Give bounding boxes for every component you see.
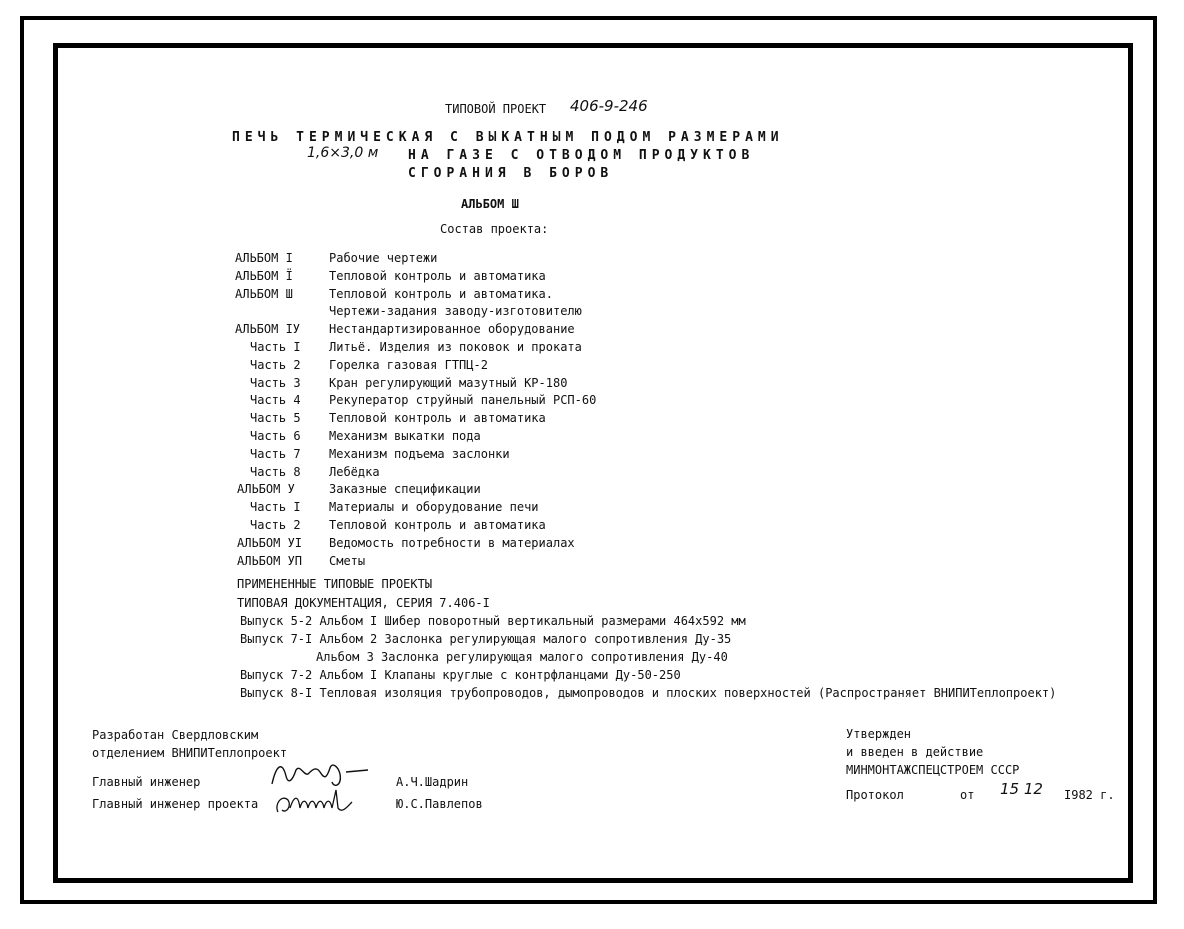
protocol-year: I982 г.: [1064, 788, 1115, 802]
contents-label: Часть 7: [250, 447, 301, 461]
applied-line: Выпуск 7-2 Альбом I Клапаны круглые с контрфланцами Ду-50-250: [240, 668, 681, 682]
contents-label: Часть 2: [250, 518, 301, 532]
applied-heading: ПРИМЕНЕННЫЕ ТИПОВЫЕ ПРОЕКТЫ: [237, 577, 433, 591]
contents-text: Тепловой контроль и автоматика.: [329, 287, 553, 301]
contents-text: Чертежи-задания заводу-изготовителю: [329, 304, 582, 318]
contents-label: Часть 8: [250, 465, 301, 479]
contents-text: Материалы и оборудование печи: [329, 500, 539, 514]
contents-label: Часть 2: [250, 358, 301, 372]
title-line-3: СГОРАНИЯ В БОРОВ: [408, 166, 614, 181]
contents-label: АЛЬБОМ Ш: [235, 287, 293, 301]
protocol-date: 15 12: [1000, 780, 1043, 798]
contents-text: Кран регулирующий мазутный КР-180: [329, 376, 568, 390]
contents-text: Сметы: [329, 554, 366, 568]
contents-label: Часть 5: [250, 411, 301, 425]
chief-project-engineer-signature: [272, 786, 362, 820]
contents-label: АЛЬБОМ У: [237, 482, 295, 496]
title-line-1: ПЕЧЬ ТЕРМИЧЕСКАЯ С ВЫКАТНЫМ ПОДОМ РАЗМЕРАМИ: [232, 130, 784, 145]
contents-text: Литьё. Изделия из поковок и проката: [329, 340, 582, 354]
from-label: от: [960, 788, 975, 802]
contents-text: Механизм подъема заслонки: [329, 447, 510, 461]
developed-by-line-1: Разработан Свердловским: [92, 728, 259, 742]
contents-text: Нестандартизированное оборудование: [329, 322, 575, 336]
contents-label: Часть I: [250, 500, 301, 514]
contents-text: Заказные спецификации: [329, 482, 481, 496]
applied-line: Альбом 3 Заслонка регулирующая малого сопротивления Ду-40: [316, 650, 728, 664]
developed-by-line-2: отделением ВНИПИТеплопроект: [92, 746, 288, 760]
chief-engineer-name: А.Ч.Шадрин: [396, 775, 469, 789]
title-size: 1,6×3,0 м: [307, 145, 379, 161]
approved-line-3: МИНМОНТАЖСПЕЦСТРОЕМ СССР: [846, 763, 1020, 777]
contents-label: АЛЬБОМ УІ: [237, 536, 303, 550]
contents-label: АЛЬБОМ Ї: [235, 269, 293, 283]
applied-series: ТИПОВАЯ ДОКУМЕНТАЦИЯ, СЕРИЯ 7.406-I: [237, 596, 490, 610]
applied-line: Выпуск 8-I Тепловая изоляция трубопроводов, дымопроводов и плоских поверхностей (Распространяет ВНИПИТеплопроект): [240, 686, 1057, 700]
contents-label: Часть 6: [250, 429, 301, 443]
applied-line: Выпуск 7-I Альбом 2 Заслонка регулирующая малого сопротивления Ду-35: [240, 632, 732, 646]
contents-text: Ведомость потребности в материалах: [329, 536, 575, 550]
contents-text: Тепловой контроль и автоматика: [329, 269, 546, 283]
chief-engineer-signature: [268, 756, 373, 790]
contents-text: Тепловой контроль и автоматика: [329, 411, 546, 425]
chief-project-engineer-name: Ю.С.Павлепов: [396, 797, 483, 811]
contents-text: Механизм выкатки пода: [329, 429, 481, 443]
chief-engineer-label: Главный инженер: [92, 775, 201, 789]
contents-label: АЛЬБОМ ІУ: [235, 322, 301, 336]
contents-label: Часть 3: [250, 376, 301, 390]
album-title: АЛЬБОМ Ш: [461, 197, 519, 211]
contents-text: Тепловой контроль и автоматика: [329, 518, 546, 532]
approved-line-1: Утвержден: [846, 727, 912, 741]
contents-label: Часть I: [250, 340, 301, 354]
project-number: 406-9-246: [570, 97, 648, 115]
protocol-label: Протокол: [846, 788, 904, 802]
project-label: ТИПОВОЙ ПРОЕКТ: [445, 102, 547, 116]
approved-line-2: и введен в действие: [846, 745, 984, 759]
contents-text: Рекуператор струйный панельный РСП-60: [329, 393, 597, 407]
contents-label: АЛЬБОМ I: [235, 251, 293, 265]
composition-heading: Состав проекта:: [440, 222, 549, 236]
contents-text: Лебёдка: [329, 465, 380, 479]
contents-text: Рабочие чертежи: [329, 251, 438, 265]
contents-text: Горелка газовая ГТПЦ-2: [329, 358, 488, 372]
contents-label: Часть 4: [250, 393, 301, 407]
title-line-2: НА ГАЗЕ С ОТВОДОМ ПРОДУКТОВ: [408, 148, 755, 163]
applied-line: Выпуск 5-2 Альбом I Шибер поворотный вертикальный размерами 464х592 мм: [240, 614, 746, 628]
chief-project-engineer-label: Главный инженер проекта: [92, 797, 259, 811]
contents-label: АЛЬБОМ УП: [237, 554, 303, 568]
